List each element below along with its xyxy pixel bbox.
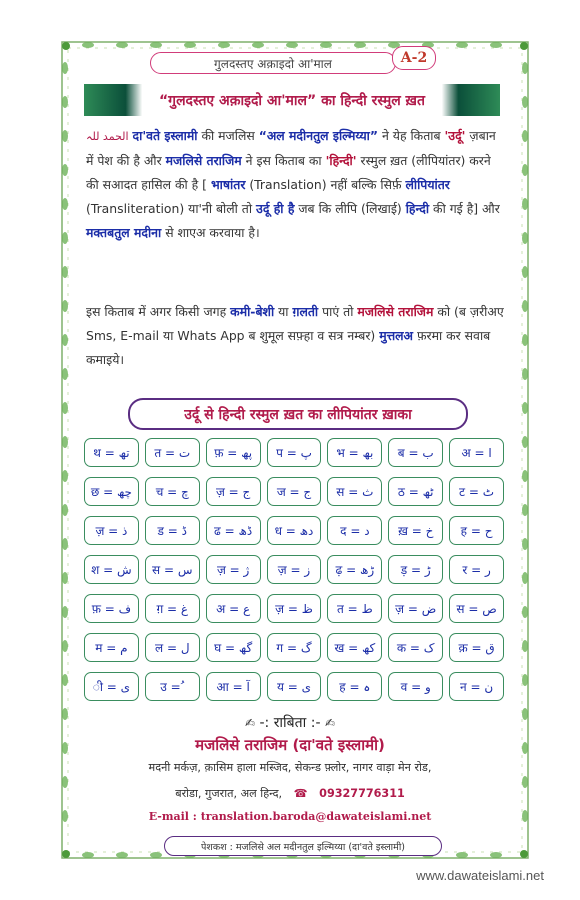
contact-heading-text: -: राबिता :- (259, 715, 321, 731)
table-cell: ज़ = ظ (267, 594, 322, 623)
table-cell: ढ़ = ڑھ (327, 555, 382, 584)
intro-text: ने येह किताब (381, 128, 441, 143)
contact-city: बरोडा, गुजरात, अल हिन्द, (175, 787, 283, 800)
table-cell: ी = ی (84, 672, 139, 701)
table-cell: स = س (145, 555, 200, 584)
table-cell: ह = ہ (327, 672, 382, 701)
errata-paragraph (86, 300, 506, 372)
table-cell: प = پ (267, 438, 322, 467)
table-cell: ल = ل (145, 633, 200, 662)
table-cell: श = ش (84, 555, 139, 584)
page-code-badge: A-2 (392, 46, 436, 70)
table-cell: ड़ = ڑ (388, 555, 443, 584)
table-cell: ख़ = خ (388, 516, 443, 545)
intro-text: की गई है] और (433, 201, 500, 216)
table-cell: ग = گ (267, 633, 322, 662)
table-cell: द = د (327, 516, 382, 545)
table-cell: क़ = ق (449, 633, 504, 662)
table-cell: ज़ = ض (388, 594, 443, 623)
table-cell: फ़ = پھ (206, 438, 261, 467)
hindi-word: 'हिन्दी' (325, 153, 357, 168)
table-cell: त = ط (327, 594, 382, 623)
ghalti-word: ग़लती (292, 304, 319, 319)
intro-text: ज़बान में पेश की है और (86, 128, 496, 168)
org-name: दा'वते इस्लामी (132, 128, 198, 143)
tarajim-name: मजलिसे तराजिम (165, 153, 242, 168)
intro-text: (Transliteration) या'नी बोली तो (86, 201, 253, 216)
transliteration-table (84, 438, 504, 701)
title-banner (84, 84, 500, 116)
table-cell: घ = گھ (206, 633, 261, 662)
table-cell: ख = کھ (327, 633, 382, 662)
intro-paragraph (86, 124, 506, 245)
table-cell: ज़ = ذ (84, 516, 139, 545)
lipyantar-word: लीपियांतर (405, 177, 450, 192)
phone-icon: ☎ (293, 787, 308, 800)
table-cell: क = ک (388, 633, 443, 662)
errata-text: इस किताब में अगर किसी जगह (86, 304, 227, 319)
errata-text: या (278, 304, 289, 319)
table-cell: ट = ٹ (449, 477, 504, 506)
table-cell: उ = ُ (145, 672, 200, 701)
intro-text: रस्मुल ख़त (लीपियांतर) करने की सआदत हासिल की है [ (86, 153, 491, 192)
table-cell: र = ر (449, 555, 504, 584)
contact-address: मदनी मर्कज़, क़ासिम हाला मस्जिद, सेकन्ड फ़्लोर, नागर वाड़ा मेन रोड, (148, 761, 432, 774)
table-cell: व = و (388, 672, 443, 701)
table-cell: स = ص (449, 594, 504, 623)
contact-phone[interactable]: 09327776311 (319, 787, 405, 800)
maktaba-name: मक्तबतुल मदीना (86, 225, 162, 240)
table-cell: ग़ = غ (145, 594, 200, 623)
blessing-text: الحمد للہ (86, 130, 129, 143)
table-cell: आ = آ (206, 672, 261, 701)
pen-icon: ✍ (324, 716, 336, 730)
running-title: गुलदस्तए अक़ाइदो आ'माल (150, 52, 396, 74)
intro-text: की मजलिस (201, 128, 255, 143)
errata-text: पाएं तो (322, 304, 354, 319)
intro-text: ने इस किताब का (245, 153, 322, 168)
pen-icon: ✍ (244, 716, 256, 730)
contact-org: मजलिसे तराजिम (दा'वते इस्लामी) (195, 736, 385, 754)
table-cell: ठ = ٹھ (388, 477, 443, 506)
table-cell: ढ = ڈھ (206, 516, 261, 545)
errata-text: को (ब ज़रीअए Sms, E-mail या Whats App ब शुमूल सफ़्हा व सत्र नम्बर) (86, 304, 504, 343)
tarajim-name: मजलिसे तराजिम (357, 304, 434, 319)
table-cell: म = م (84, 633, 139, 662)
contact-city-line (0, 786, 580, 801)
bhashantar-word: भाषांतर (210, 177, 246, 192)
website-link[interactable]: www.dawateislami.net (416, 868, 544, 883)
table-cell: फ़ = ف (84, 594, 139, 623)
table-cell: ज = ج (267, 477, 322, 506)
table-cell: त = ت (145, 438, 200, 467)
kami-word: कमी-बेशी (230, 304, 275, 319)
transliteration-chart-title: उर्दू से हिन्दी रस्मुल ख़त का लीपियांतर ख़ाका (128, 398, 468, 430)
table-cell: ज़ = ز (267, 555, 322, 584)
table-cell: थ = تھ (84, 438, 139, 467)
table-cell: ब = ب (388, 438, 443, 467)
table-cell: ड = ڈ (145, 516, 200, 545)
contact-email[interactable]: E-mail : translation.baroda@dawateislami.net (148, 810, 432, 823)
table-cell: अ = ا (449, 438, 504, 467)
muttala-word: मुत्तलअ (379, 328, 414, 343)
urdu-ki-word: उर्दू ही है (256, 201, 295, 216)
contact-heading (0, 713, 580, 732)
table-cell: अ = ع (206, 594, 261, 623)
publisher-footer: पेशकश : मजलिसे अल मदीनतुल इल्मिय्या (दा'वते इस्लामी) (164, 836, 442, 856)
intro-text: से शाएअ करवाया है। (165, 225, 260, 240)
table-cell: ज़ = ژ (206, 555, 261, 584)
hindi-ki-word: हिन्दी (405, 201, 430, 216)
table-cell: भ = بھ (327, 438, 382, 467)
table-cell: ह = ح (449, 516, 504, 545)
page-title: “गुलदस्तए अक़ाइदो आ'माल” का हिन्दी रस्मुल ख़त (147, 89, 437, 112)
table-cell: न = ن (449, 672, 504, 701)
urdu-word: 'उर्दू' (444, 128, 466, 143)
table-cell: छ = چھ (84, 477, 139, 506)
table-cell: य = ی (267, 672, 322, 701)
majlis-name: “अल मदीनतुल इल्मिय्या” (258, 128, 378, 143)
intro-text: (Translation) नहीं बल्कि सिर्फ़ (249, 177, 402, 192)
intro-text: जब कि लीपि (लिखाई) (298, 201, 402, 216)
errata-text: फ़रमा कर सवाब कमाइये। (86, 328, 491, 367)
table-cell: ज़ = ج (206, 477, 261, 506)
table-cell: स = ث (327, 477, 382, 506)
table-cell: च = چ (145, 477, 200, 506)
table-cell: ध = دھ (267, 516, 322, 545)
